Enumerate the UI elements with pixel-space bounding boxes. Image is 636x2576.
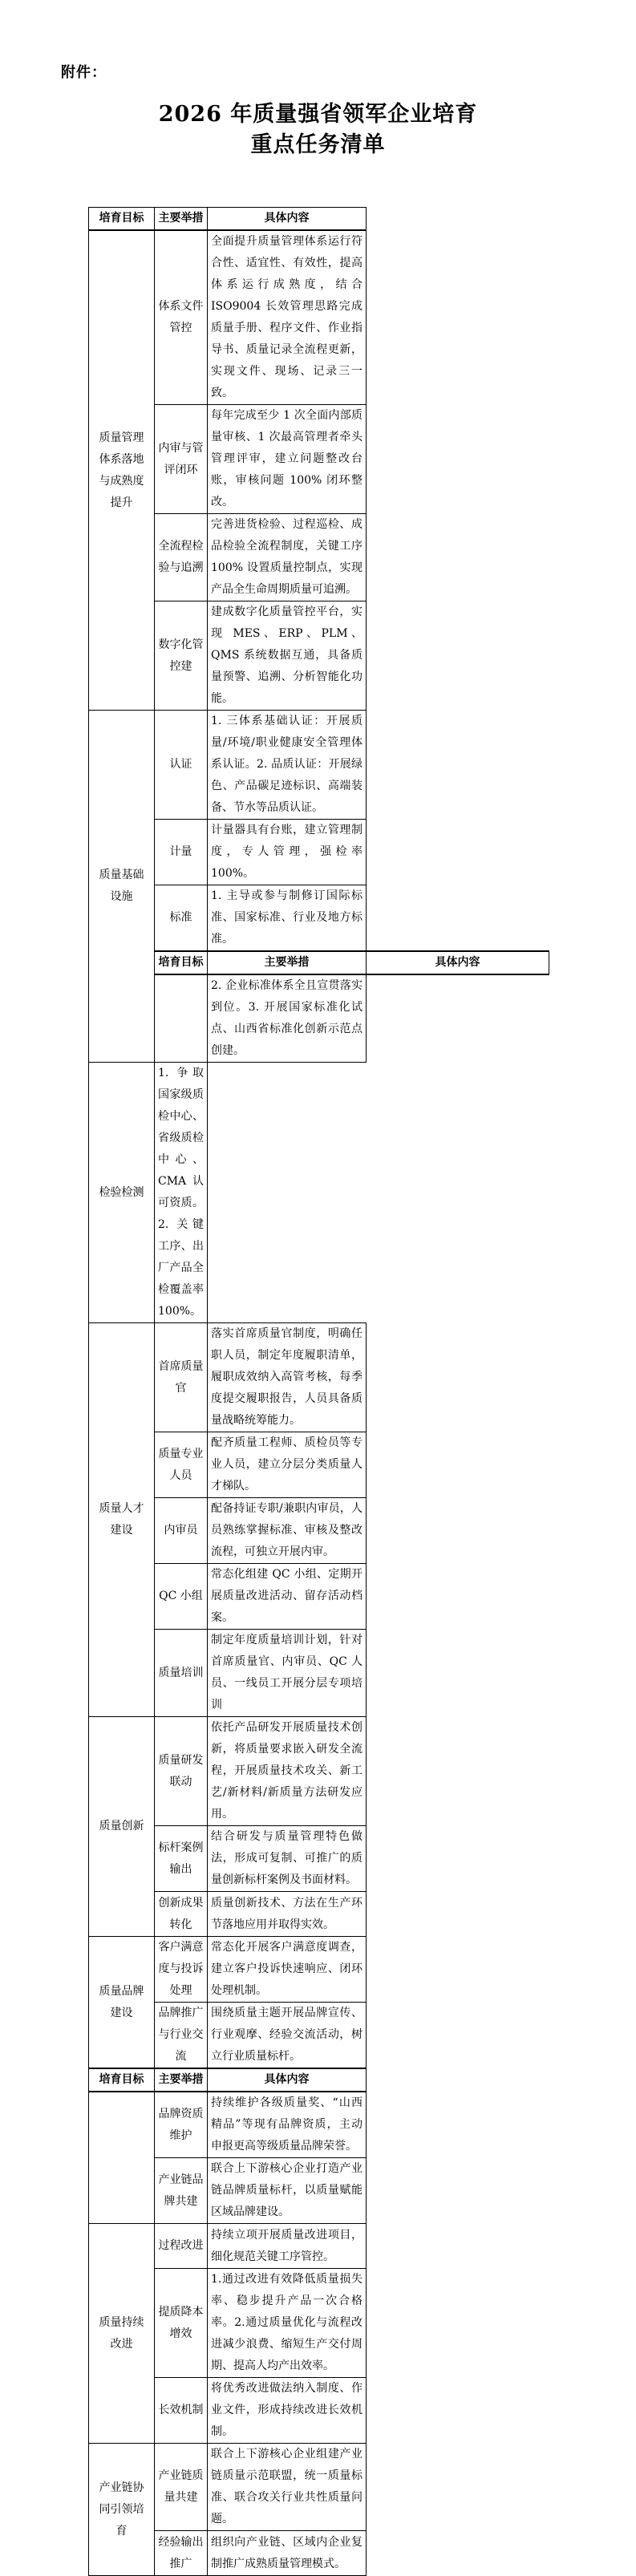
header-measure: 主要举措 <box>208 951 367 974</box>
measure-cell: 标准 <box>155 885 208 952</box>
header-content: 具体内容 <box>208 208 367 231</box>
content-cell: 结合研发与质量管理特色做法，形成可复制、可推广的质量创新标杆案例及书面材料。 <box>208 1826 367 1892</box>
content-cell: 常态化开展客户满意度调查，建立客户投诉快速响应、闭环处理机制。 <box>208 1937 367 2003</box>
measure-cell: 经验输出推广 <box>155 2531 208 2576</box>
content-cell: 1.通过改进有效降低质量损失率、稳步提升产品一次合格率。2.通过质量优化与流程改进减少浪费、缩短生产交付周期、提高人均产出效率。 <box>208 2269 367 2378</box>
content-cell: 1. 争取国家级质检中心、省级质检中心、CMA 认可资质。2. 关键工序、出厂产品全检覆盖率 100%。 <box>155 1063 208 1323</box>
table-row <box>89 405 549 514</box>
measure-cell: 提质降本增效 <box>155 2269 208 2378</box>
measure-cell: 标杆案例输出 <box>155 1826 208 1892</box>
content-cell: 围绕质量主题开展品牌宣传、行业观摩、经验交流活动，树立行业质量标杆。 <box>208 2003 367 2069</box>
table-row <box>89 1498 549 1564</box>
measure-cell: 品牌推广与行业交流 <box>155 2003 208 2069</box>
content-cell: 建成数字化质量管控平台，实现 MES、ERP、PLM、QMS 系统数据互通，具备质量预警、追溯、分析智能化功能。 <box>208 601 367 711</box>
content-cell: 1. 三体系基础认证：开展质量/环境/职业健康安全管理体系认证。2. 品质认证：开展绿色、产品碳足迹标识、高端装备、节水等品质认证。 <box>208 711 367 820</box>
goal-cell: 质量持续改进 <box>89 2224 155 2444</box>
table-row <box>89 1892 549 1937</box>
measure-cell <box>155 974 208 1063</box>
table-row <box>89 2092 549 2158</box>
table-row <box>89 514 549 601</box>
table-row <box>89 1826 549 1892</box>
header-measure: 主要举措 <box>155 2068 208 2092</box>
header-content: 具体内容 <box>367 951 549 974</box>
table-row <box>89 1717 549 1826</box>
content-cell: 配齐质量工程师、质检员等专业人员，建立分层分类质量人才梯队。 <box>208 1432 367 1498</box>
title-line-2: 重点任务清单 <box>250 132 386 157</box>
measure-cell: 质量培训 <box>155 1630 208 1717</box>
measure-cell: 检验检测 <box>89 1063 155 1323</box>
content-cell: 联合上下游核心企业打造产业链品牌质量标杆，以质量赋能区域品牌建设。 <box>208 2158 367 2224</box>
content-cell: 每年完成至少 1 次全面内部质量审核、1 次最高管理者牵头管理评审，建立问题整改台账，审核问题 100% 闭环整改。 <box>208 405 367 514</box>
content-cell: 持续维护各级质量奖、“山西精品”等现有品牌资质，主动申报更高等级质量品牌荣誉。 <box>208 2092 367 2158</box>
measure-cell: 质量专业人员 <box>155 1432 208 1498</box>
goal-cell-continued <box>89 2092 155 2224</box>
measure-cell: 全流程检验与追溯 <box>155 514 208 601</box>
content-cell: 质量创新技术、方法在生产环节落地应用并取得实效。 <box>208 1892 367 1937</box>
header-content: 具体内容 <box>208 2068 367 2092</box>
table-header-row <box>89 208 549 231</box>
content-cell: 持续立项开展质量改进项目，细化规范关键工序管控。 <box>208 2224 367 2269</box>
table-row <box>89 1564 549 1630</box>
table-row <box>89 820 549 885</box>
content-cell: 计量器具有台账，建立管理制度，专人管理，强检率 100%。 <box>208 820 367 885</box>
attachment-label: 附件： <box>61 64 107 81</box>
table-row <box>89 2224 549 2269</box>
measure-cell: 创新成果转化 <box>155 1892 208 1937</box>
content-cell: 全面提升质量管理体系运行符合性、适宜性、有效性，提高体系运行成熟度，结合 ISO9004 长效管理思路完成质量手册、程序文件、作业指导书、质量记录全流程更新，实现文件、现场、记录三一致。 <box>208 230 367 405</box>
measure-cell: 产业链品牌共建 <box>155 2158 208 2224</box>
content-cell: 组织向产业链、区域内企业复制推广成熟质量管理模式。 <box>208 2531 367 2576</box>
table-row <box>89 601 549 711</box>
table-row <box>89 2444 549 2531</box>
table-row <box>89 2158 549 2224</box>
measure-cell: 质量研发联动 <box>155 1717 208 1826</box>
measure-cell: 体系文件管控 <box>155 230 208 405</box>
header-goal: 培育目标 <box>89 2068 155 2092</box>
measure-cell: 数字化管控建 <box>155 601 208 711</box>
content-cell: 完善进货检验、过程巡检、成品检验全流程制度，关键工序 100% 设置质量控制点，实现产品全生命周期质量可追溯。 <box>208 514 367 601</box>
table-row <box>89 711 549 820</box>
goal-cell: 质量基础设施 <box>89 711 155 1063</box>
measure-cell: 产业链质量共建 <box>155 2444 208 2531</box>
table-row <box>89 1063 549 1323</box>
table-row <box>89 2003 549 2069</box>
measure-cell: 过程改进 <box>155 2224 208 2269</box>
table-row <box>89 1630 549 1717</box>
content-cell: 联合上下游核心企业组建产业链质量示范联盟，统一质量标准、联合攻关行业共性质量问题。 <box>208 2444 367 2531</box>
content-cell: 常态化组建 QC 小组、定期开展质量改进活动、留存活动档案。 <box>208 1564 367 1630</box>
measure-cell: 计量 <box>155 820 208 885</box>
content-cell: 2. 企业标准体系全且宣贯落实到位。3. 开展国家标准化试点、山西省标准化创新示范点创建。 <box>208 974 367 1063</box>
title-line-1: 2026 年质量强省领军企业培育 <box>158 102 478 127</box>
header-measure: 主要举措 <box>155 208 208 231</box>
header-goal: 培育目标 <box>155 951 208 974</box>
goal-cell: 产业链协同引领培育 <box>89 2444 155 2576</box>
goal-cell: 质量管理体系落地与成熟度提升 <box>89 230 155 711</box>
table-row <box>89 230 549 405</box>
measure-cell: 长效机制 <box>155 2378 208 2444</box>
table-header-row-repeat <box>89 2068 549 2092</box>
content-cell: 落实首席质量官制度，明确任职人员，制定年度履职清单，履职成效纳入高管考核，每季度提交履职报告，人员具备质量战略统筹能力。 <box>208 1323 367 1432</box>
goal-cell: 质量品牌建设 <box>89 1937 155 2069</box>
measure-cell: 品牌资质维护 <box>155 2092 208 2158</box>
header-goal: 培育目标 <box>89 208 155 231</box>
table-row <box>89 1937 549 2003</box>
goal-cell: 质量创新 <box>89 1717 155 1937</box>
table-row <box>89 2269 549 2378</box>
content-cell: 制定年度质量培训计划，针对首席质量官、内审员、QC 人员、一线员工开展分层专项培训 <box>208 1630 367 1717</box>
document-title <box>0 99 636 160</box>
content-cell: 依托产品研发开展质量技术创新，将质量要求嵌入研发全流程，开展质量技术攻关、新工艺/新材料/新质量方法研发应用。 <box>208 1717 367 1826</box>
goal-cell: 质量人才建设 <box>89 1323 155 1717</box>
table-row <box>89 1323 549 1432</box>
table-header-row-repeat <box>89 951 549 974</box>
measure-cell: 认证 <box>155 711 208 820</box>
measure-cell: QC 小组 <box>155 1564 208 1630</box>
table-row <box>89 885 549 952</box>
table-row <box>89 1432 549 1498</box>
measure-cell: 首席质量官 <box>155 1323 208 1432</box>
content-cell: 1. 主导或参与制修订国际标准、国家标准、行业及地方标准。 <box>208 885 367 952</box>
task-table <box>88 207 549 2576</box>
measure-cell: 内审与管评闭环 <box>155 405 208 514</box>
content-cell: 配备持证专职/兼职内审员，人员熟练掌握标准、审核及整改流程，可独立开展内审。 <box>208 1498 367 1564</box>
table-row <box>89 2531 549 2576</box>
measure-cell: 内审员 <box>155 1498 208 1564</box>
content-cell: 将优秀改进做法纳入制度、作业文件，形成持续改进长效机制。 <box>208 2378 367 2444</box>
table-row <box>89 2378 549 2444</box>
table-row <box>89 974 549 1063</box>
measure-cell: 客户满意度与投诉处理 <box>155 1937 208 2003</box>
